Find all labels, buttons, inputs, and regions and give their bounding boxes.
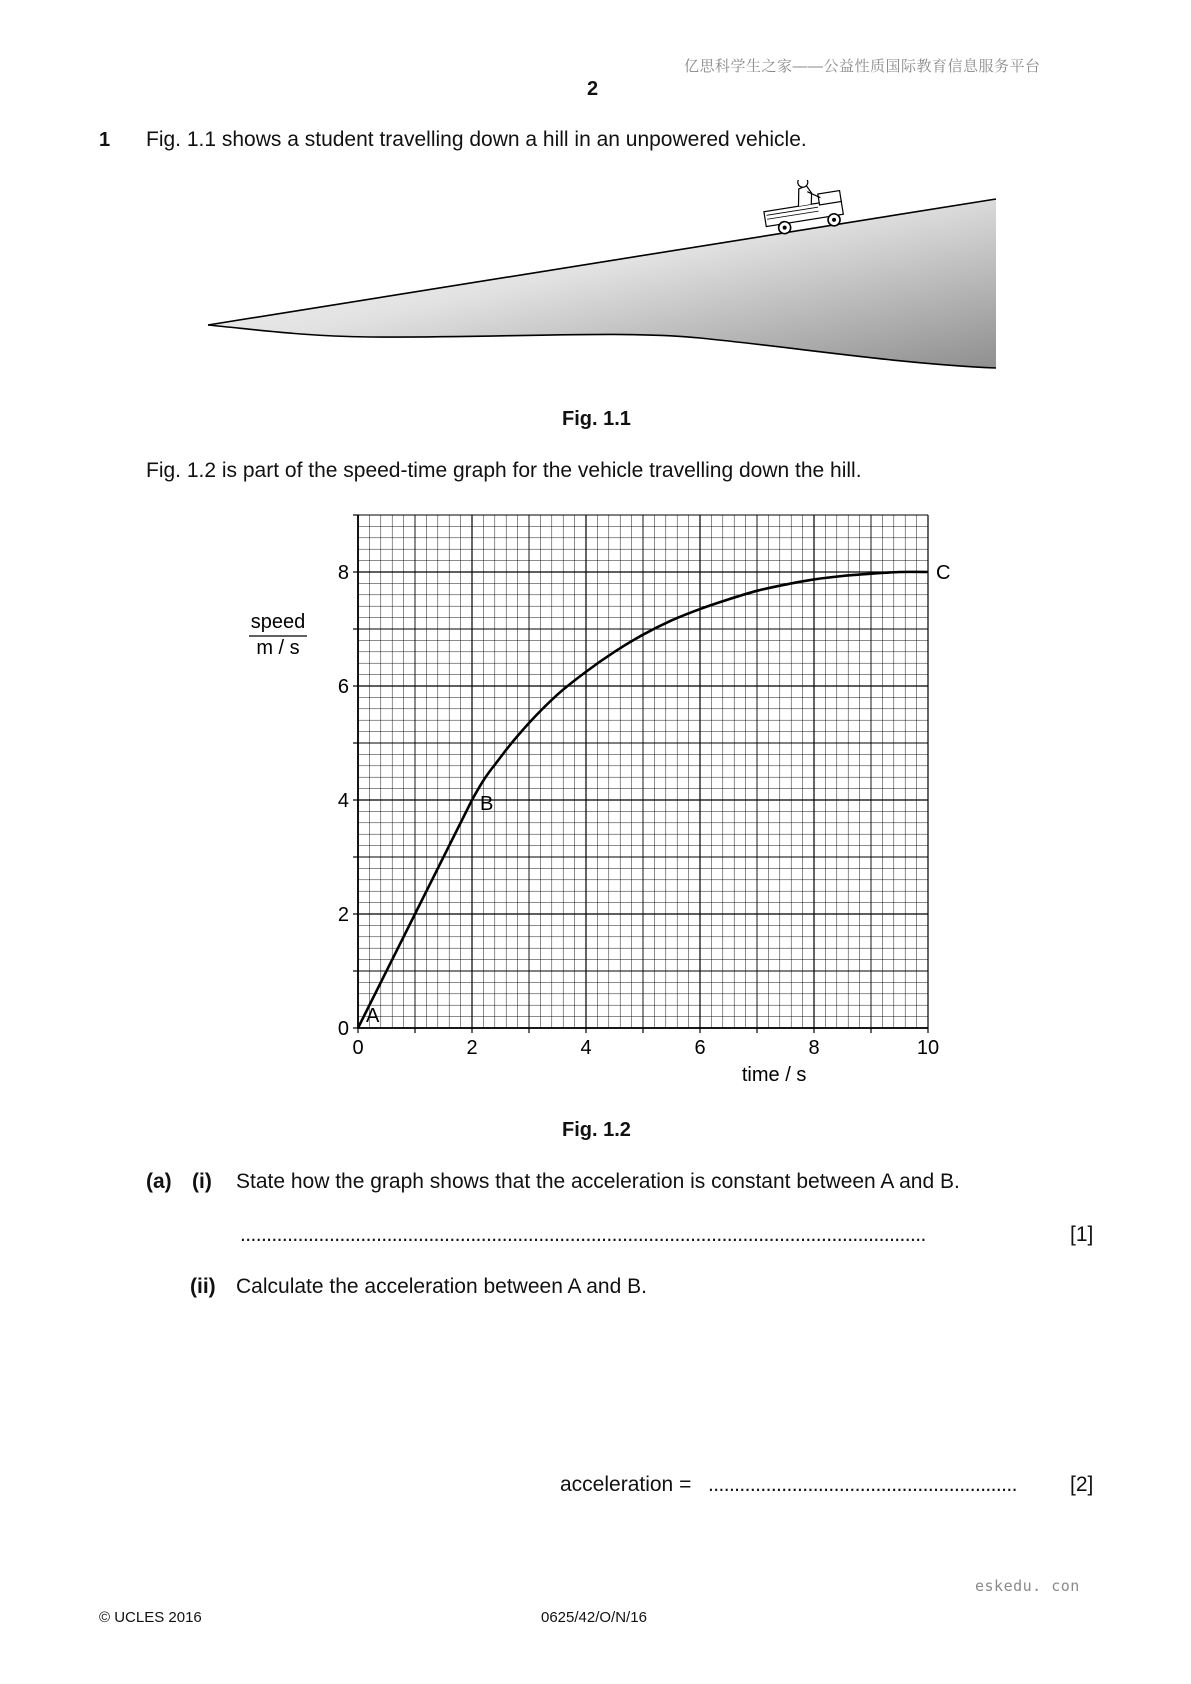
paper-code: 0625/42/O/N/16 — [541, 1609, 647, 1626]
fig2-caption: Fig. 1.2 — [562, 1119, 631, 1141]
y-axis-label-bottom: m / s — [256, 637, 300, 659]
y-tick-label: 6 — [337, 676, 349, 698]
y-tick-label: 8 — [337, 562, 349, 584]
point-label-b: B — [480, 793, 494, 815]
mark-ii: [2] — [1070, 1473, 1094, 1496]
question-number: 1 — [99, 129, 111, 151]
x-tick-label: 4 — [580, 1037, 592, 1059]
x-tick-label: 0 — [352, 1037, 364, 1059]
x-tick-label: 2 — [466, 1037, 478, 1059]
x-tick-label: 6 — [694, 1037, 706, 1059]
fig1-caption: Fig. 1.1 — [562, 408, 631, 430]
answer-line-ii[interactable]: ........................................................... — [708, 1473, 1017, 1496]
y-tick-label: 0 — [337, 1018, 349, 1040]
footer-watermark: eskedu. con — [975, 1577, 1080, 1595]
header-watermark: 亿思科学生之家——公益性质国际教育信息服务平台 — [684, 58, 1041, 75]
point-label-c: C — [936, 562, 951, 584]
sub-i-text: State how the graph shows that the acceleration is constant between A and B. — [236, 1170, 960, 1193]
x-axis-label: time / s — [741, 1064, 807, 1086]
y-axis-label-top: speed — [250, 611, 306, 633]
x-tick-label: 10 — [916, 1037, 940, 1059]
fig2-intro: Fig. 1.2 is part of the speed-time graph for the vehicle travelling down the hill. — [146, 459, 862, 482]
page-number: 2 — [587, 78, 599, 100]
point-label-a: A — [366, 1005, 380, 1027]
question-intro: Fig. 1.1 shows a student travelling down a hill in an unpowered vehicle. — [146, 128, 807, 151]
sub-ii-text: Calculate the acceleration between A and B. — [236, 1275, 647, 1298]
speed-time-chart — [230, 500, 970, 1100]
hill-illustration — [200, 180, 1010, 380]
sub-ii-label: (ii) — [190, 1275, 216, 1298]
mark-i: [1] — [1070, 1223, 1094, 1246]
acceleration-label: acceleration = — [560, 1473, 692, 1496]
answer-line-i[interactable]: ................................................................................................................................... — [240, 1223, 926, 1246]
sub-i-label: (i) — [192, 1170, 212, 1193]
x-tick-label: 8 — [808, 1037, 820, 1059]
part-a-label: (a) — [146, 1170, 172, 1193]
copyright: © UCLES 2016 — [99, 1609, 202, 1626]
y-tick-label: 4 — [337, 790, 349, 812]
y-tick-label: 2 — [337, 904, 349, 926]
